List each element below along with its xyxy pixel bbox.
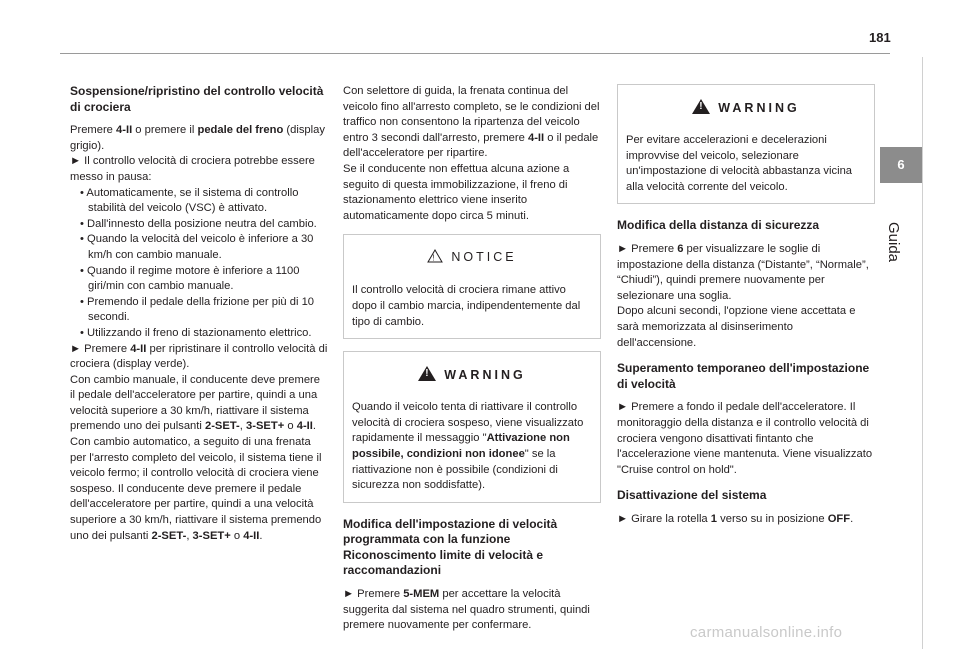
list-item: • Utilizzando il freno di stazionamento elettrico. — [80, 326, 312, 339]
column-1 — [70, 84, 328, 544]
notice-text: Il controllo velocità di crociera rimane attivo dopo il cambio marcia, indipendentemente dal tipo di cambio. — [352, 284, 581, 328]
warning-icon — [692, 99, 710, 114]
chapter-tab[interactable]: 6 — [880, 147, 922, 183]
list-item: • Automaticamente, se il sistema di controllo stabilità del veicolo (VSC) è attivato. — [80, 186, 299, 215]
paragraph: ► Il controllo velocità di crociera potrebbe essere messo in pausa: — [70, 155, 315, 183]
watermark: carmanualsonline.info — [690, 624, 843, 641]
warning-text: Per evitare accelerazioni e decelerazioni improvvise del veicolo, selezionare un'impostazione di velocità abbastanza vicina alla velocità corrente del veicolo. — [626, 134, 853, 193]
paragraph: Dopo alcuni secondi, l'opzione viene accettata e sarà memorizzata al disinserimento dell'accensione. — [617, 305, 856, 349]
paragraph: Se il conducente non effettua alcuna azione a seguito di questa immobilizzazione, il freno di stazionamento elettrico viene inserito automaticamente dopo circa 5 minuti. — [343, 162, 570, 222]
paragraph: ► Premere a fondo il pedale dell'acceleratore. Il monitoraggio della distanza e il controllo velocità di crociera vengono disattivati fintanto che l'accelerazione viene mantenuta. Viene visualizzato "Cruise control on hold". — [617, 401, 873, 476]
paragraph: ► Girare la rotella 1 verso su in posizione OFF. — [617, 512, 854, 525]
warning-text: Quando il veicolo tenta di riattivare il controllo velocità di crociera sospeso, viene visualizzato rapidamente il messaggio "Attivazione non possibile, condizioni non idonee" se la riattivazione non è possibile (condizioni di sicurezza non soddisfatte). — [352, 401, 584, 492]
paragraph: ► Premere 4-II per ripristinare il controllo velocità di crociera (display verde). — [70, 342, 328, 371]
column-3 — [617, 84, 875, 527]
section-heading: Disattivazione del sistema — [617, 488, 767, 503]
section-heading: Superamento temporaneo dell'impostazione di velocità — [617, 361, 870, 391]
list-item: • Quando la velocità del veicolo è inferiore a 30 km/h con cambio manuale. — [80, 233, 314, 261]
chapter-label: Guida — [885, 222, 902, 263]
list-item: • Dall'innesto della posizione neutra del cambio. — [80, 217, 317, 230]
paragraph: ► Premere 6 per visualizzare le soglie di impostazione della distanza (“Distante”, “Normale”, “Chiudi”), quindi premere nuovamente per selezionare una soglia. — [617, 242, 869, 302]
warning-icon — [418, 366, 436, 381]
list-item: • Premendo il pedale della frizione per più di 10 secondi. — [80, 295, 315, 324]
side-rule — [922, 57, 923, 649]
section-heading: Modifica della distanza di sicurezza — [617, 218, 820, 233]
paragraph: Con cambio automatico, a seguito di una frenata per l'arresto completo del veicolo, il sistema tiene il veicolo fermo; il controllo velocità di crociera viene sospeso. Il conducente deve premere il pedale dell'acceleratore per partire, quindi a una velocità superiore a 30 km/h, riattivare il sistema premendo uno dei pulsanti 2-SET-, 3-SET+ o 4-II. — [70, 436, 322, 542]
paragraph: Con cambio manuale, il conducente deve premere il pedale dell'acceleratore per partire, quindi a una velocità superiore a 30 km/h, riattivare il sistema premendo uno dei pulsanti 2-SET-, 3-SET+ o 4-II. — [70, 373, 320, 433]
list-item: • Quando il regime motore è inferiore a 1100 giri/min con cambio manuale. — [80, 264, 300, 293]
warning-box — [617, 84, 875, 204]
warning-title: WARNING — [444, 368, 526, 383]
page-number: 181 — [869, 30, 891, 45]
header-rule — [60, 53, 890, 54]
warning-box — [343, 351, 601, 503]
svg-text:!: ! — [432, 253, 438, 263]
warning-title: WARNING — [718, 101, 800, 115]
section-heading: Sospensione/ripristino del controllo velocità di crociera — [70, 84, 324, 114]
column-2 — [343, 84, 601, 634]
paragraph: ► Premere 5-MEM per accettare la velocità suggerita dal sistema nel quadro strumenti, quindi premere nuovamente per confermare. — [343, 588, 590, 632]
section-heading: Modifica dell'impostazione di velocità programmata con la funzione Riconoscimento limite di velocità e raccomandazioni — [343, 516, 558, 578]
paragraph: Premere 4-II o premere il pedale del freno (display grigio). — [70, 124, 325, 152]
notice-title: NOTICE — [451, 250, 517, 265]
notice-icon — [427, 249, 443, 263]
paragraph: Con selettore di guida, la frenata continua del veicolo fino all'arresto completo, se le condizioni del traffico non consentono la ripartenza del veicolo entro 3 secondi dall'arresto, premere 4-II o il pedale dell'acceleratore per ripartire. — [343, 85, 600, 160]
notice-box — [343, 234, 601, 339]
